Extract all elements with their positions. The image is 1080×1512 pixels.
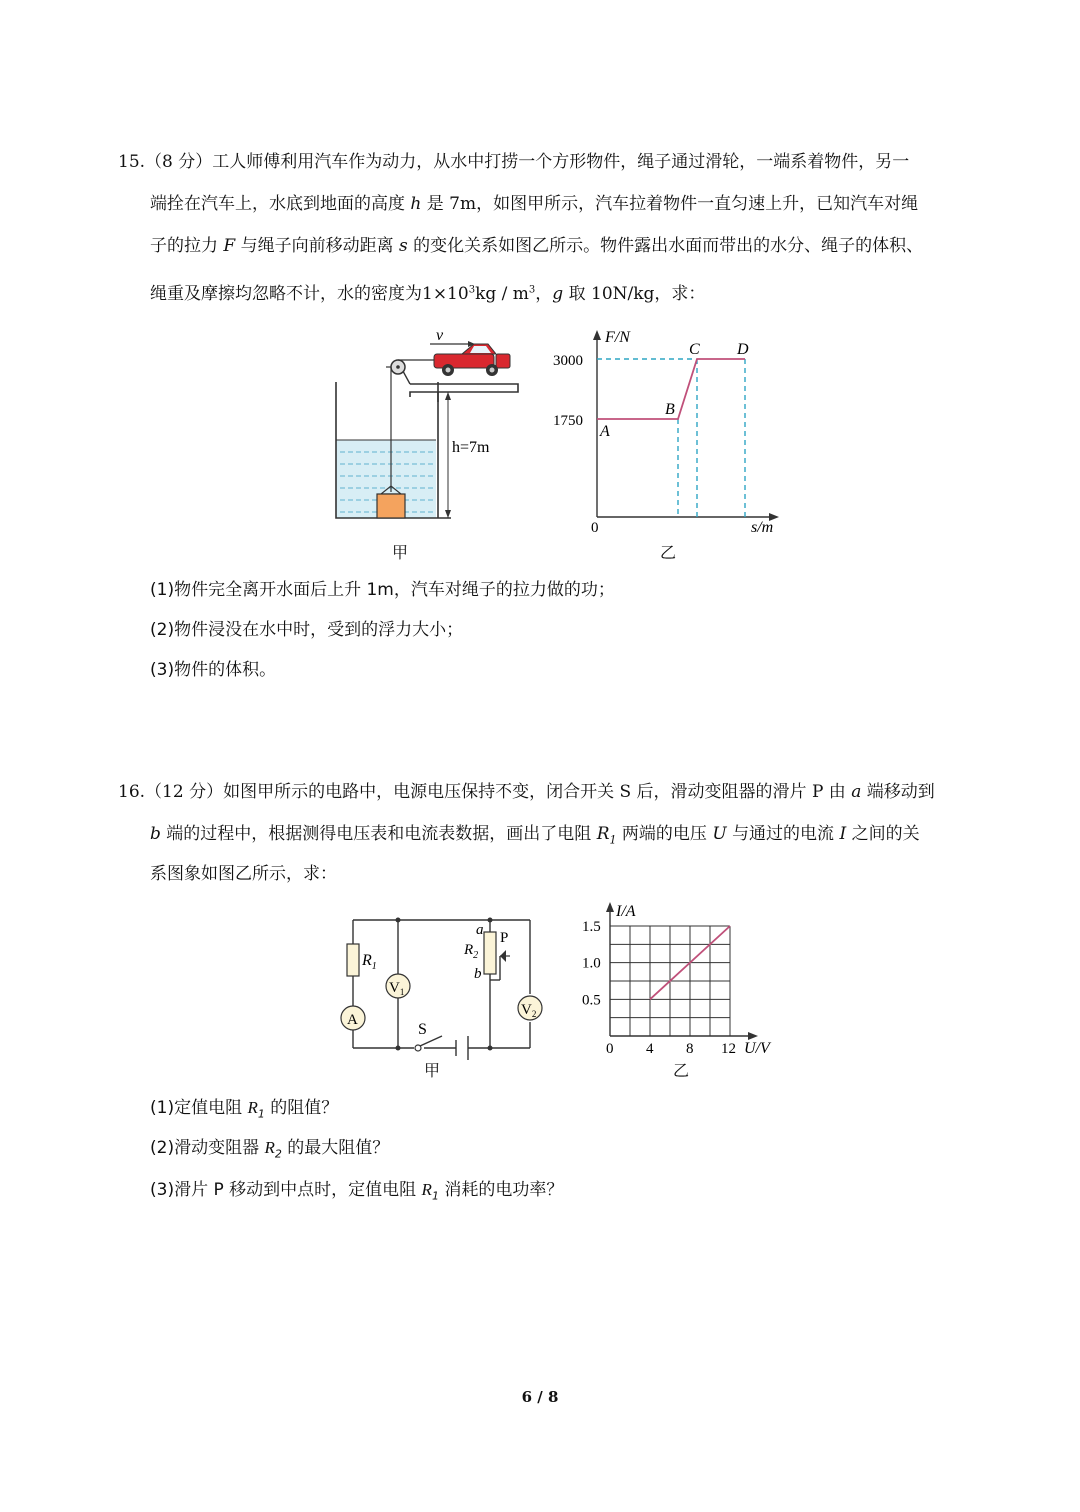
platform xyxy=(410,384,518,397)
q15-line-2: 端拴在汽车上，水底到地面的高度 h 是 7m，如图甲所示，汽车拉着物件一直匀速上升，已知汽车对绳 xyxy=(150,194,919,214)
q16-subquestion-3: (3)滑片 P 移动到中点时，定值电阻 $R_1$ 消耗的电功率？ xyxy=(150,1180,564,1203)
r2-label: $R_2$ xyxy=(464,942,479,961)
point-C: C xyxy=(689,341,700,358)
y-axis-label: F/N xyxy=(605,329,630,346)
ammeter-label: A xyxy=(347,1012,358,1028)
figure-caption-jia: 甲 xyxy=(392,543,409,562)
dashed-guides xyxy=(597,359,745,517)
figure-circuit xyxy=(338,910,558,1070)
truck xyxy=(434,344,510,376)
q15-line-1: 15.（8 分）工人师傅利用汽车作为动力，从水中打捞一个方形物件，绳子通过滑轮，一端系着物件，另一 xyxy=(118,152,910,172)
slider-a-label: a xyxy=(476,922,484,938)
x-tick-label: 12 xyxy=(721,1041,736,1057)
r1-label: $R_1$ xyxy=(362,952,377,972)
q16-line-2: b 端的过程中，根据测得电压表和电流表数据，画出了电阻 $R_1$ 两端的电压 U 与通过的电流 I 之间的关 xyxy=(150,824,920,847)
point-A: A xyxy=(600,423,610,440)
page-number: 6 / 8 xyxy=(521,1388,559,1406)
point-D: D xyxy=(737,341,749,358)
svg-text:V2: $V_2$ xyxy=(521,1002,537,1019)
q16-subquestion-2: (2)滑动变阻器 $R_2$ 的最大阻值？ xyxy=(150,1138,390,1161)
question-number: 15. xyxy=(118,152,146,172)
q15-subquestion-3: (3)物件的体积。 xyxy=(150,660,277,680)
q15-line-3: 子的拉力 F 与绳子向前移动距离 s 的变化关系如图乙所示。物件露出水面而带出的水分、绳子的体积、 xyxy=(150,236,924,256)
svg-text:V1: $V_1$ xyxy=(389,980,405,997)
velocity-label: v xyxy=(436,327,444,344)
y-tick-label: 1.0 xyxy=(582,955,601,972)
tick-3000: 3000 xyxy=(553,353,583,369)
q15-line-4: 绳重及摩擦均忽略不计，水的密度为$1\times 10^3kg / m^3$，g 取 10N/kg，求： xyxy=(150,284,706,304)
y-axis-label: I/A xyxy=(616,903,636,920)
q16-line-1: 16.（12 分）如图甲所示的电路中，电源电压保持不变，闭合开关 S 后，滑动变阻器的滑片 P 由 a 端移动到 xyxy=(118,782,935,802)
tick-1750: 1750 xyxy=(553,413,583,429)
figure-caption-jia-2: 甲 xyxy=(424,1061,441,1080)
figure-caption-yi: 乙 xyxy=(660,543,677,562)
x-axis-label: s/m xyxy=(751,519,774,536)
switch-label: S xyxy=(418,1021,427,1038)
resistor-r1 xyxy=(347,944,359,976)
x-tick-label: 0 xyxy=(606,1041,614,1057)
box xyxy=(377,494,405,518)
x-tick-label: 8 xyxy=(686,1041,694,1057)
question-points: （12 分） xyxy=(145,782,224,802)
q16-subquestion-1: (1)定值电阻 $R_1$ 的阻值？ xyxy=(150,1098,339,1121)
q16-line-3: 系图象如图乙所示，求： xyxy=(150,864,337,884)
chart-force-distance xyxy=(545,322,795,542)
height-label: h=7m xyxy=(452,439,490,456)
q15-subquestion-2: (2)物件浸没在水中时，受到的浮力大小； xyxy=(150,620,464,640)
x-tick-label: 4 xyxy=(646,1041,654,1057)
x-axis-label: U/V xyxy=(744,1040,770,1057)
y-tick-label: 0.5 xyxy=(582,992,601,1009)
origin-label: 0 xyxy=(591,520,599,536)
question-points: （8 分） xyxy=(145,152,213,172)
rheostat-r2 xyxy=(484,932,496,974)
chart-current-voltage xyxy=(578,898,778,1068)
y-tick-label: 1.5 xyxy=(582,919,601,936)
point-B: B xyxy=(665,401,675,418)
q15-subquestion-1: (1)物件完全离开水面后上升 1m，汽车对绳子的拉力做的功； xyxy=(150,580,615,600)
figure-caption-yi-2: 乙 xyxy=(673,1061,690,1080)
slider-b-label: b xyxy=(474,966,482,982)
slider-P-label: P xyxy=(500,930,509,946)
question-number: 16. xyxy=(118,782,146,802)
figure-truck-pulley xyxy=(326,322,546,562)
